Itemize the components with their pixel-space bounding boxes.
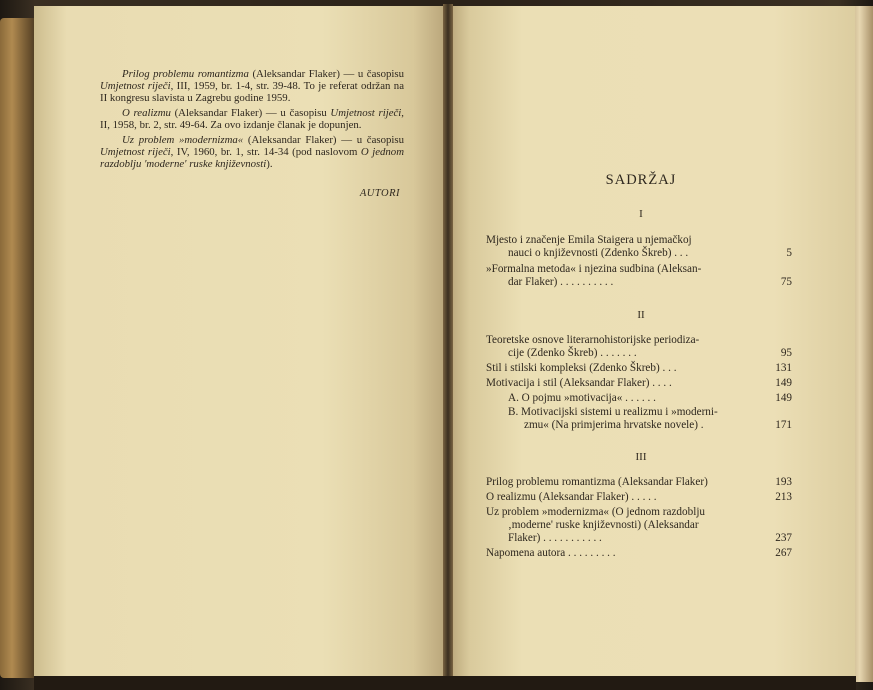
toc-page-number: 237 — [775, 532, 792, 544]
toc-subentry[interactable] — [486, 406, 796, 432]
toc-entry-line: Mjesto i značenje Emila Staigera u njemačkoj — [486, 234, 692, 246]
toc-page-number: 267 — [775, 547, 792, 559]
toc-entry-line: O realizmu (Aleksandar Flaker) . . . . . — [486, 491, 657, 503]
note-text: , II, 1958, br. 2, str. 49-64. Za ovo izdanje članak je dopunjen. — [100, 107, 404, 131]
toc-page-number: 131 — [775, 362, 792, 374]
toc-entry[interactable] — [486, 377, 796, 390]
toc-entry-line: nauci o književnosti (Zdenko Škreb) . . . — [508, 247, 689, 259]
toc-title: SADRŽAJ — [605, 172, 677, 188]
source-note-3 — [100, 134, 404, 170]
toc-page-number: 171 — [775, 419, 792, 431]
authors-signature: AUTORI — [359, 188, 400, 199]
toc-entry-line: Flaker) . . . . . . . . . . . — [508, 532, 602, 544]
toc-entry[interactable] — [486, 263, 796, 289]
note-text: ). — [266, 158, 273, 170]
source-note-1 — [100, 68, 404, 104]
toc-entry[interactable] — [486, 362, 796, 375]
section-label-1: I — [639, 208, 643, 220]
toc-page-number: 149 — [775, 392, 792, 404]
note-title-italic: O jednom razdoblju 'moderne' ruske književnosti — [100, 146, 405, 170]
note-title-italic: Umjetnost riječi — [100, 146, 171, 158]
bottom-shadow — [34, 676, 856, 690]
book-gutter — [443, 4, 453, 684]
toc-entry-line: Stil i stilski kompleksi (Zdenko Škreb) . . . — [486, 362, 677, 374]
toc-page-number: 5 — [786, 247, 792, 259]
source-note-2 — [100, 107, 404, 131]
note-text: (Aleksandar Flaker) — u časopisu — [248, 68, 404, 80]
toc-entry[interactable] — [486, 547, 796, 560]
toc-entry-line: B. Motivacijski sistemi u realizmu i »moderni- — [508, 406, 718, 418]
toc-entry[interactable] — [486, 234, 796, 260]
note-text: , IV, 1960, br. 1, str. 14-34 (pod naslovom — [170, 146, 361, 158]
toc-entry[interactable] — [486, 491, 796, 504]
toc-entry-line: cije (Zdenko Škreb) . . . . . . . — [508, 347, 637, 359]
toc-entry-line: zmu« (Na primjerima hrvatske novele) . — [524, 419, 704, 431]
note-title-italic: O realizmu — [122, 107, 171, 119]
note-title-italic: Umjetnost riječi — [330, 107, 402, 119]
note-title-italic: Prilog problemu romantizma — [122, 68, 249, 80]
toc-entry-line: Teoretske osnove literarnohistorijske periodiza- — [486, 334, 700, 346]
note-text: , III, 1959, br. 1-4, str. 39-48. To je referat održan na II kongresu slavista u Zagrebu godine 1959. — [100, 80, 404, 104]
toc-entry-line: Uz problem »modernizma« (O jednom razdoblju — [486, 506, 706, 518]
note-title-italic: Uz problem »modernizma« — [122, 134, 244, 146]
toc-entry-line: A. O pojmu »motivacija« . . . . . . — [508, 392, 656, 404]
toc-page-number: 193 — [775, 476, 792, 488]
note-text: (Aleksandar Flaker) — u časopisu — [243, 134, 404, 146]
note-title-italic: Umjetnost riječi — [100, 80, 171, 92]
toc-entry-line: Motivacija i stil (Aleksandar Flaker) . . . . — [486, 377, 672, 389]
toc-entry-line: Prilog problemu romantizma (Aleksandar Flaker) — [486, 476, 708, 488]
toc-page-number: 149 — [775, 377, 792, 389]
source-notes — [100, 68, 404, 173]
toc-entry[interactable] — [486, 476, 796, 489]
toc-page-number: 95 — [780, 347, 792, 359]
toc-entry-line: »Formalna metoda« i njezina sudbina (Aleksan- — [486, 263, 702, 275]
toc-subentry[interactable] — [486, 392, 796, 405]
toc-page-number: 75 — [780, 276, 792, 288]
toc-entry-line: Napomena autora . . . . . . . . . — [486, 547, 616, 559]
toc-entry[interactable] — [486, 334, 796, 360]
toc-entry[interactable] — [486, 506, 796, 545]
note-text: (Aleksandar Flaker) — u časopisu — [170, 107, 331, 119]
toc-entry-line: ‚moderne' ruske književnosti) (Aleksandar — [508, 519, 699, 531]
toc-page-number: 213 — [775, 491, 792, 503]
section-label-3: III — [635, 451, 647, 463]
section-label-2: II — [637, 309, 645, 321]
toc-entry-line: dar Flaker) . . . . . . . . . . — [508, 276, 614, 288]
